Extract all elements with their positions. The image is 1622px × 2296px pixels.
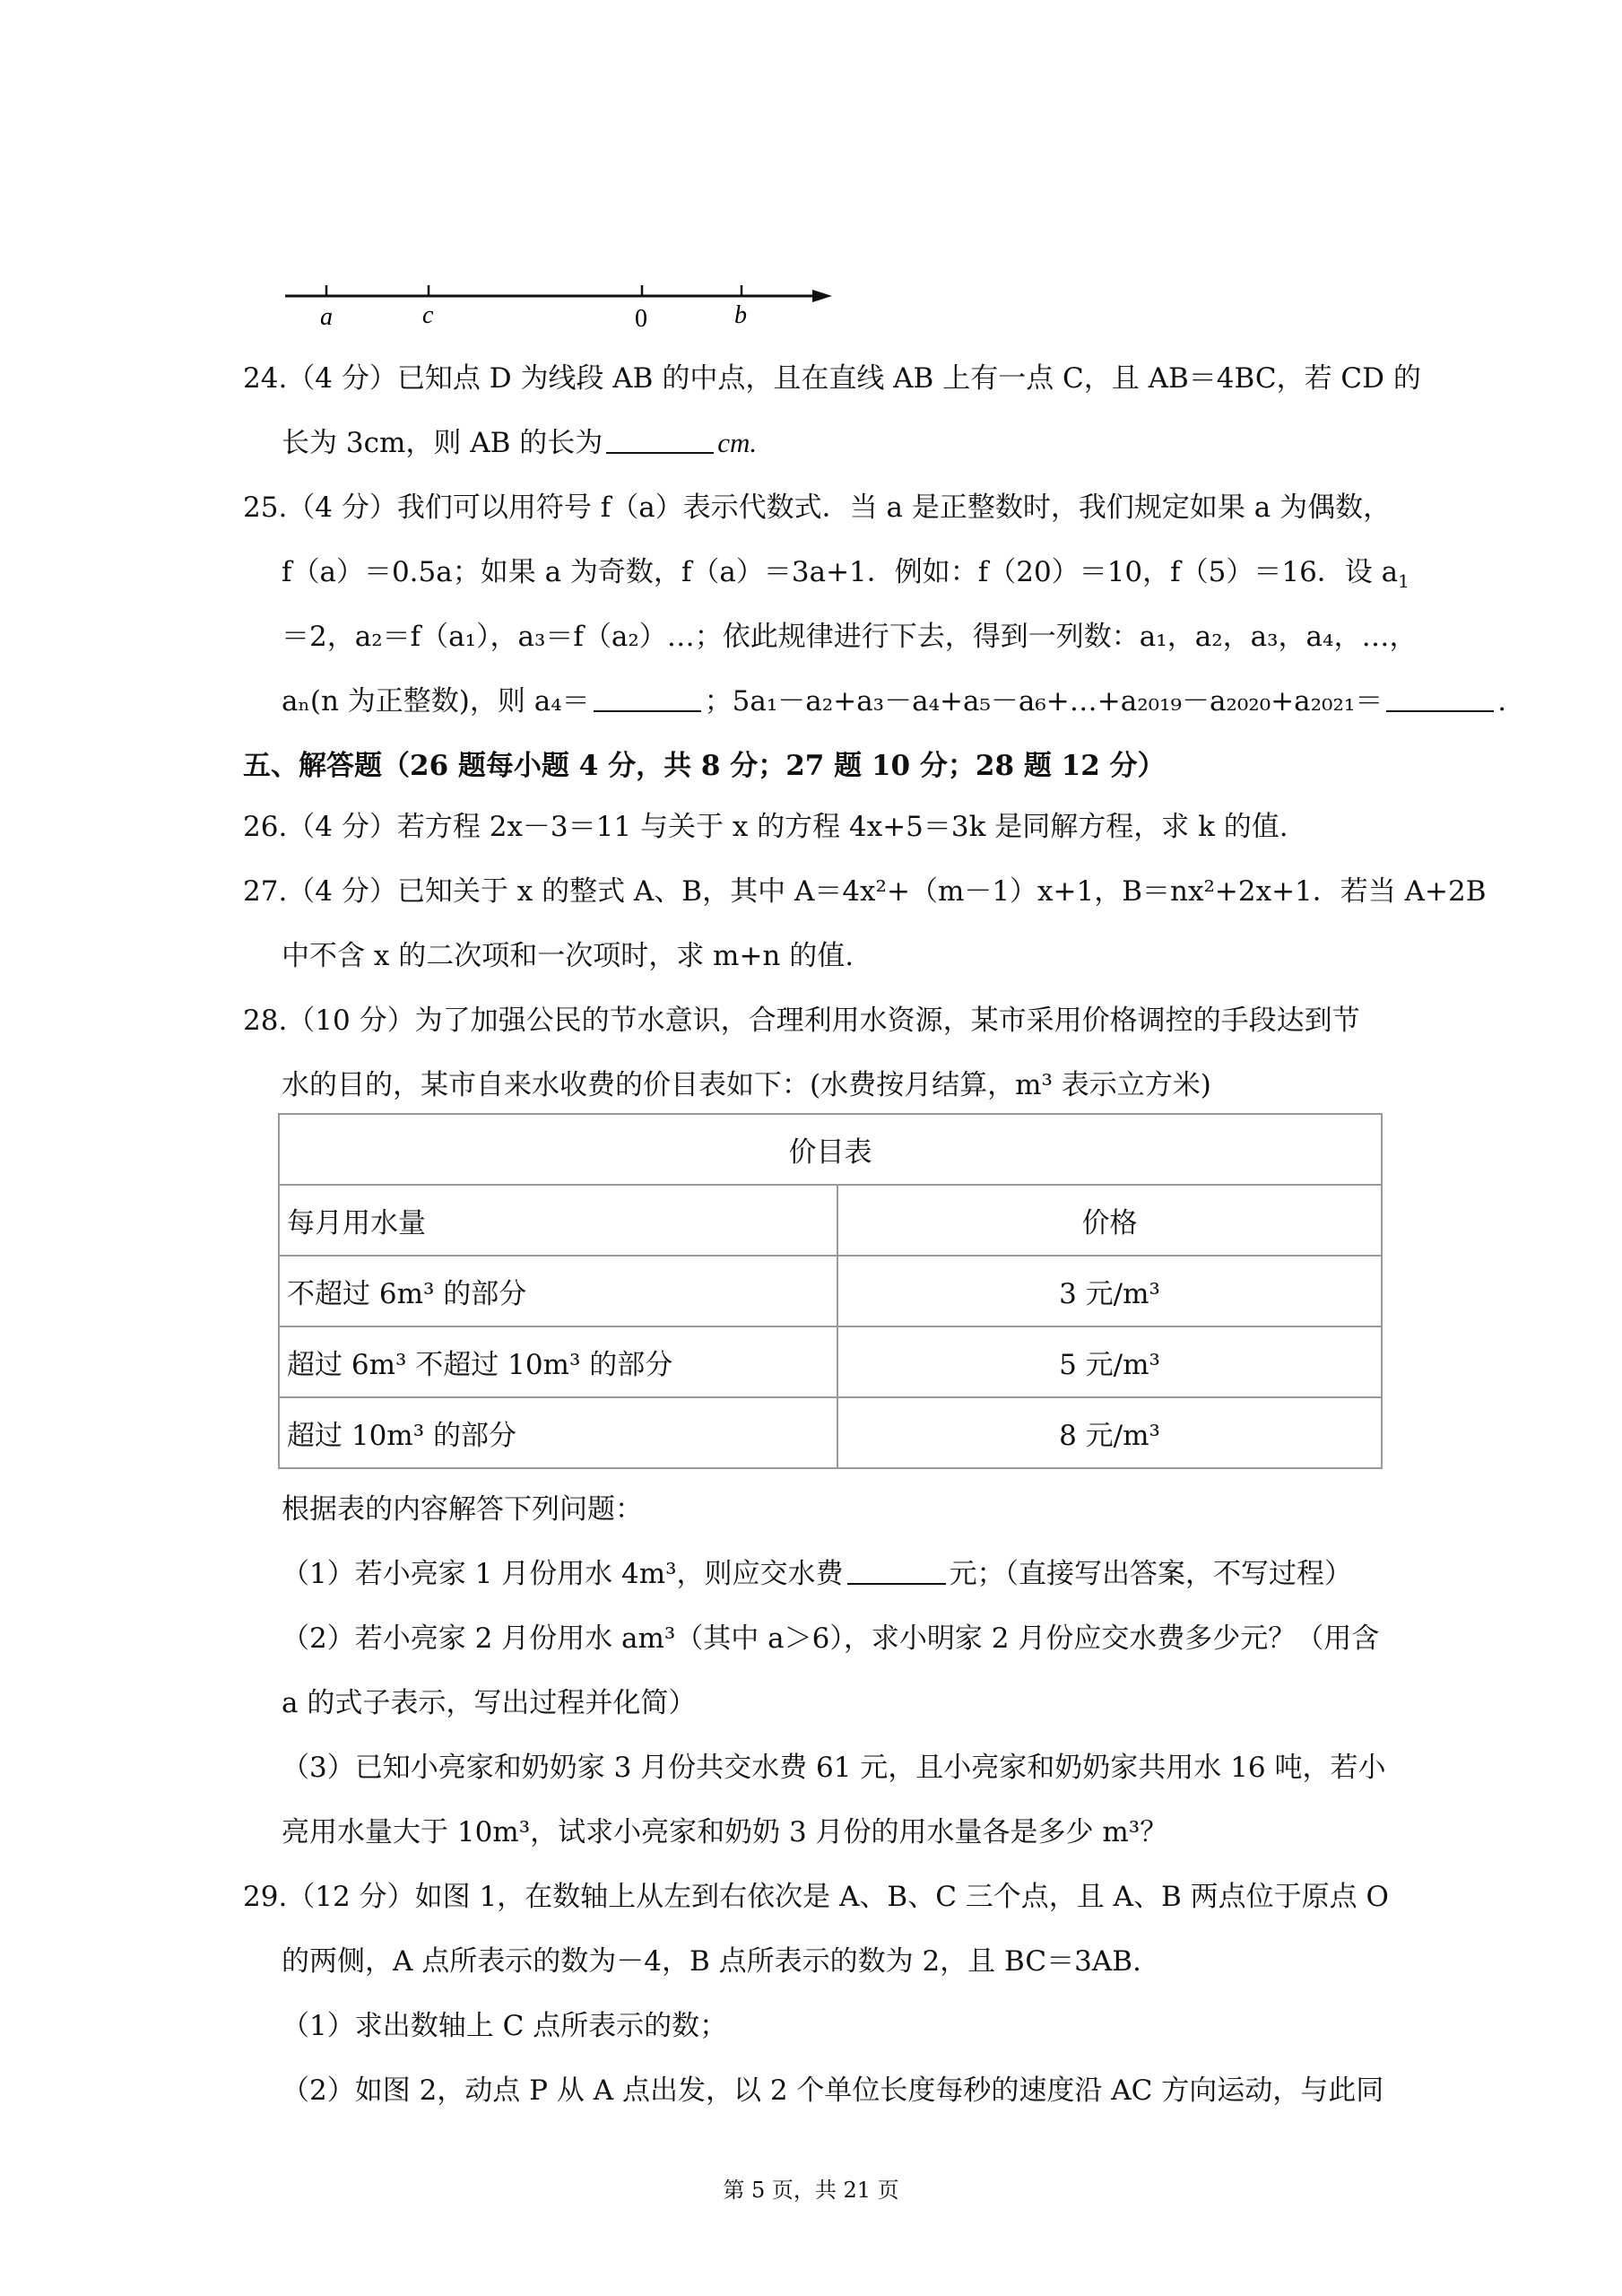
q28-intro: 根据表的内容解答下列问题：: [282, 1493, 643, 1526]
price-table-title-row: [279, 1114, 1382, 1185]
number-line-figure: [269, 260, 843, 341]
q28-answer-blank[interactable]: [847, 1556, 946, 1585]
q29-part1: （1）求出数轴上 C 点所表示的数；: [282, 2010, 728, 2042]
q25-answer-blank-2[interactable]: [1386, 683, 1494, 712]
header-price: 价格: [837, 1185, 1382, 1256]
q28-part1: [282, 1556, 1352, 1592]
q27-line1: 27.（4 分）已知关于 x 的整式 A、B，其中 A＝4x²+（m－1）x+1，B＝nx²+2x+1．若当 A+2B: [243, 875, 1487, 908]
label-c: c: [422, 301, 434, 329]
q25-line4: [282, 683, 1506, 719]
table-row: [279, 1326, 1382, 1397]
section-5-heading: 五、解答题（26 题每小题 4 分，共 8 分；27 题 10 分；28 题 12 分）: [243, 750, 1166, 782]
q24-unit: cm.: [717, 427, 758, 458]
price-table: [278, 1113, 1383, 1469]
q28-part2-line1: （2）若小亮家 2 月份用水 am³（其中 a＞6），求小明家 2 月份应交水费多少元？（用含: [282, 1622, 1380, 1655]
row2-price: 5 元/m³: [837, 1326, 1382, 1397]
page-footer: 第 5 页，共 21 页: [723, 2178, 899, 2203]
header-usage: 每月用水量: [279, 1185, 837, 1256]
q25-line1: 25.（4 分）我们可以用符号 f（a）表示代数式．当 a 是正整数时，我们规定如果 a 为偶数，: [243, 491, 1392, 524]
row2-usage: 超过 6m³ 不超过 10m³ 的部分: [279, 1326, 837, 1397]
q25-sub-1: 1: [1398, 570, 1409, 593]
q26-line: 26.（4 分）若方程 2x－3＝11 与关于 x 的方程 4x+5＝3k 是同解方程，求 k 的值.: [243, 811, 1288, 843]
q25-line4-text-c: .: [1497, 685, 1507, 718]
q28-part3-line2: 亮用水量大于 10m³，试求小亮家和奶奶 3 月份的用水量各是多少 m³？: [282, 1816, 1168, 1848]
q28-line2: 水的目的，某市自来水收费的价目表如下：(水费按月结算，m³ 表示立方米): [282, 1069, 1211, 1101]
q28-part2-line2: a 的式子表示，写出过程并化简）: [282, 1687, 697, 1719]
price-table-header-row: [279, 1185, 1382, 1256]
row1-usage: 不超过 6m³ 的部分: [279, 1256, 837, 1326]
q29-line2: 的两侧，A 点所表示的数为－4，B 点所表示的数为 2，且 BC＝3AB.: [282, 1945, 1141, 1978]
q28-part1-text-b: 元；（直接写出答案，不写过程）: [949, 1558, 1353, 1590]
q27-line2: 中不含 x 的二次项和一次项时，求 m+n 的值.: [282, 940, 854, 972]
label-a: a: [320, 303, 333, 331]
q24-answer-blank[interactable]: [606, 425, 714, 454]
q25-line4-text-a: aₙ(n 为正整数)，则 a₄＝: [282, 685, 590, 718]
q24-line2-text: 长为 3cm，则 AB 的长为: [282, 427, 603, 459]
price-table-title: 价目表: [279, 1114, 1382, 1185]
q25-answer-blank-1[interactable]: [594, 683, 701, 712]
label-b: b: [734, 301, 747, 329]
q29-line1: 29.（12 分）如图 1，在数轴上从左到右依次是 A、B、C 三个点，且 A、B 两点位于原点 O: [243, 1881, 1389, 1913]
q25-line2-text: f（a）＝0.5a；如果 a 为奇数，f（a）＝3a+1．例如：f（20）＝10，f（5）＝16．设 a: [282, 556, 1399, 588]
row3-price: 8 元/m³: [837, 1397, 1382, 1468]
q28-part1-text-a: （1）若小亮家 1 月份用水 4m³，则应交水费: [282, 1558, 844, 1590]
table-row: [279, 1256, 1382, 1326]
q25-line2: [282, 554, 1409, 593]
q24-line2: [282, 425, 757, 461]
number-line-arrow: [812, 290, 832, 302]
q28-line1: 28.（10 分）为了加强公民的节水意识，合理利用水资源，某市采用价格调控的手段达到节: [243, 1004, 1360, 1037]
row3-usage: 超过 10m³ 的部分: [279, 1397, 837, 1468]
q29-part2: （2）如图 2，动点 P 从 A 点出发，以 2 个单位长度每秒的速度沿 AC 方向运动，与此同: [282, 2074, 1384, 2107]
q25-line3: ＝2，a₂＝f（a₁），a₃＝f（a₂）…；依此规律进行下去，得到一列数：a₁，a₂，a₃，a₄，…，: [282, 621, 1418, 653]
table-row: [279, 1397, 1382, 1468]
row1-price: 3 元/m³: [837, 1256, 1382, 1326]
label-zero: 0: [635, 305, 647, 333]
q28-part3-line1: （3）已知小亮家和奶奶家 3 月份共交水费 61 元，且小亮家和奶奶家共用水 16 吨，若小: [282, 1752, 1386, 1784]
q24-line1: 24.（4 分）已知点 D 为线段 AB 的中点，且在直线 AB 上有一点 C，且 AB＝4BC，若 CD 的: [243, 362, 1421, 395]
q25-line4-text-b: ；5a₁－a₂+a₃－a₄+a₅－a₆+…+a₂₀₁₉－a₂₀₂₀+a₂₀₂₁＝: [704, 685, 1383, 718]
